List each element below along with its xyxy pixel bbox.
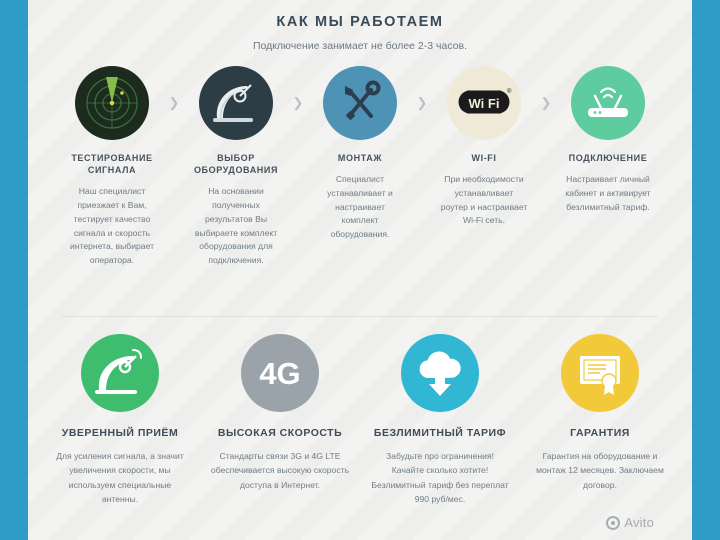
feature-text: Стандарты связи 3G и 4G LTE обеспечивается высокую скорость доступа в Интернет. bbox=[210, 451, 350, 490]
right-blue-band bbox=[692, 0, 720, 540]
step-icon-circle bbox=[571, 66, 645, 140]
chevron-right-icon: ❯ bbox=[540, 95, 552, 110]
cloud-download-icon bbox=[401, 334, 479, 412]
step-title: WI-FI bbox=[471, 153, 497, 163]
feature-icon-circle bbox=[561, 334, 639, 412]
step-icon-circle bbox=[323, 66, 397, 140]
svg-text:Wi Fi: Wi Fi bbox=[468, 96, 500, 111]
step-title: ВЫБОР ОБОРУДОВАНИЯ bbox=[193, 153, 279, 176]
step-text: Специалист устанавливает и настраивает комплект оборудования. bbox=[327, 174, 393, 240]
step-icon-circle bbox=[447, 66, 521, 140]
satellite-antenna-icon bbox=[81, 334, 159, 412]
feature-icon-circle bbox=[401, 334, 479, 412]
step-item bbox=[60, 66, 164, 268]
avito-watermark-text: Avito bbox=[624, 515, 654, 530]
feature-text: Забудьте про ограничения! Качайте сколько хотите! Безлимитный тариф без переплат 990 руб/мес. bbox=[371, 451, 509, 504]
step-text: Настраивает личный кабинет и активирует безлимитный тариф. bbox=[565, 174, 651, 212]
chevron-right-icon: ❯ bbox=[416, 95, 428, 110]
page-title: КАК МЫ РАБОТАЕМ bbox=[276, 14, 444, 30]
router-icon bbox=[571, 66, 645, 140]
step-item bbox=[556, 66, 660, 214]
step-text: На основании полученных результатов Вы выбираете комплект оборудования для подключения. bbox=[194, 186, 278, 266]
feature-item bbox=[360, 334, 520, 506]
svg-text:®: ® bbox=[507, 89, 512, 95]
feature-item bbox=[40, 334, 200, 506]
header bbox=[28, 0, 692, 52]
svg-text:4G: 4G bbox=[259, 356, 301, 391]
certificate-icon bbox=[561, 334, 639, 412]
feature-icon-circle bbox=[241, 334, 319, 412]
feature-text: Гарантия на оборудование и монтаж 12 месяцев. Заключаем договор. bbox=[536, 451, 664, 490]
step-text: При необходимости устанавливает роутер и настраивает Wi-Fi сеть. bbox=[440, 174, 528, 226]
tools-icon bbox=[323, 66, 397, 140]
chevron-right-icon: ❯ bbox=[168, 95, 180, 110]
page-subtitle: Подключение занимает не более 2-3 часов. bbox=[252, 40, 468, 52]
step-text: Наш специалист приезжает к Вам, тестирует качество сигнала и скорость интернета, выбирает оператора. bbox=[69, 186, 155, 266]
feature-icon-circle bbox=[81, 334, 159, 412]
satellite-dish-icon bbox=[199, 66, 273, 140]
step-title: ТЕСТИРОВАНИЕ СИГНАЛА bbox=[71, 153, 153, 176]
steps-row bbox=[28, 66, 692, 268]
content-sheet bbox=[28, 0, 692, 540]
wifi-logo-icon bbox=[447, 66, 521, 140]
feature-item bbox=[200, 334, 360, 492]
step-title: ПОДКЛЮЧЕНИЕ bbox=[568, 153, 648, 163]
4g-icon bbox=[241, 334, 319, 412]
radar-icon bbox=[75, 66, 149, 140]
avito-watermark bbox=[606, 515, 654, 530]
chevron-right-icon: ❯ bbox=[292, 95, 304, 110]
features-row bbox=[28, 334, 692, 506]
feature-title: ВЫСОКАЯ СКОРОСТЬ bbox=[217, 427, 343, 439]
section-divider bbox=[62, 316, 658, 317]
feature-title: ГАРАНТИЯ bbox=[570, 427, 630, 439]
step-item bbox=[432, 66, 536, 228]
feature-item bbox=[520, 334, 680, 492]
avito-logo-icon bbox=[606, 516, 620, 530]
step-item bbox=[308, 66, 412, 242]
feature-text: Для усиления сигнала, а значит увеличения скорости, мы используем специальные антенны. bbox=[56, 451, 184, 504]
left-blue-band bbox=[0, 0, 28, 540]
step-item bbox=[184, 66, 288, 268]
feature-title: БЕЗЛИМИТНЫЙ ТАРИФ bbox=[373, 427, 507, 439]
step-icon-circle bbox=[75, 66, 149, 140]
feature-title: УВЕРЕННЫЙ ПРИЁМ bbox=[61, 427, 179, 439]
step-icon-circle bbox=[199, 66, 273, 140]
step-title: МОНТАЖ bbox=[337, 153, 383, 163]
